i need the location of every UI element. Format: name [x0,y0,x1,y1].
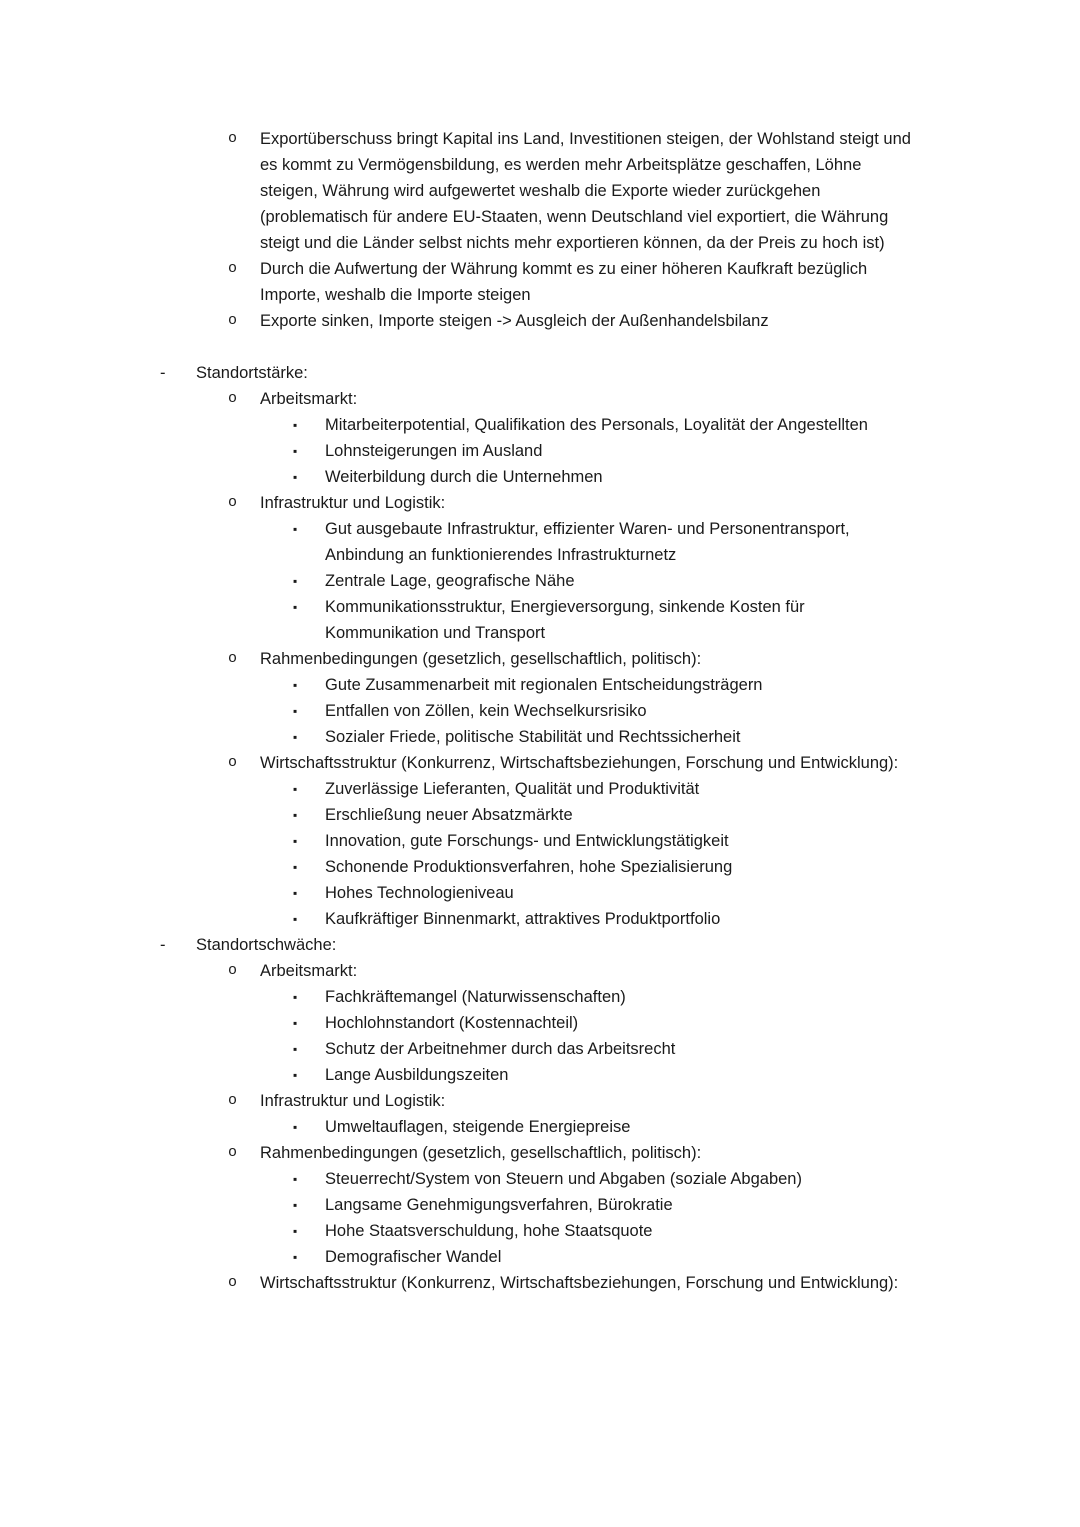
list-item [0,1244,922,1270]
square-bullet-icon: ▪ [293,470,298,484]
list-item [0,1114,922,1140]
list-item-text: Standortschwäche: [196,936,337,954]
list-item [0,594,922,646]
square-bullet-icon: ▪ [293,860,298,874]
list-item-text: Weiterbildung durch die Unternehmen [325,468,603,486]
square-bullet-icon: ▪ [293,1224,298,1238]
dash-bullet-icon: - [160,364,166,382]
list-item [0,724,922,750]
square-bullet-icon: ▪ [293,912,298,926]
circle-bullet-icon: o [228,312,238,329]
square-bullet-icon: ▪ [293,730,298,744]
list-item [0,438,922,464]
circle-bullet-icon: o [228,1144,238,1161]
list-item-text: Kaufkräftiger Binnenmarkt, attraktives Produktportfolio [325,910,721,928]
square-bullet-icon: ▪ [293,834,298,848]
list-item [0,750,922,776]
list-item-text: Durch die Aufwertung der Währung kommt es zu einer höheren Kaufkraft bezüglich Importe, weshalb die Importe steigen [260,260,868,304]
list-item [0,516,922,568]
list-item-text: Mitarbeiterpotential, Qualifikation des Personals, Loyalität der Angestellten [325,416,868,434]
square-bullet-icon: ▪ [293,1016,298,1030]
circle-bullet-icon: o [228,494,238,511]
list-item-text: Umweltauflagen, steigende Energiepreise [325,1118,631,1136]
square-bullet-icon: ▪ [293,1068,298,1082]
list-item-text: Gut ausgebaute Infrastruktur, effizienter Waren- und Personentransport, Anbindung an funktionierendes Infrastrukturnetz [325,520,850,564]
list-item-text: Wirtschaftsstruktur (Konkurrenz, Wirtschaftsbeziehungen, Forschung und Entwicklung): [260,754,899,772]
list-item-text: Hohes Technologieniveau [325,884,514,902]
square-bullet-icon: ▪ [293,1120,298,1134]
circle-bullet-icon: o [228,962,238,979]
list-item [0,1062,922,1088]
list-item [0,698,922,724]
square-bullet-icon: ▪ [293,1250,298,1264]
list-item-text: Schonende Produktionsverfahren, hohe Spezialisierung [325,858,733,876]
circle-bullet-icon: o [228,650,238,667]
square-bullet-icon: ▪ [293,990,298,1004]
square-bullet-icon: ▪ [293,886,298,900]
list-item [0,1166,922,1192]
list-item-text: Erschließung neuer Absatzmärkte [325,806,573,824]
square-bullet-icon: ▪ [293,574,298,588]
square-bullet-icon: ▪ [293,522,298,536]
list-item-text: Rahmenbedingungen (gesetzlich, gesellschaftlich, politisch): [260,1144,702,1162]
list-item-text: Lohnsteigerungen im Ausland [325,442,543,460]
square-bullet-icon: ▪ [293,678,298,692]
square-bullet-icon: ▪ [293,1172,298,1186]
list-item-text: Entfallen von Zöllen, kein Wechselkursrisiko [325,702,647,720]
list-item [0,308,922,334]
square-bullet-icon: ▪ [293,808,298,822]
list-item-text: Arbeitsmarkt: [260,962,358,980]
circle-bullet-icon: o [228,1274,238,1291]
list-item-text: Zuverlässige Lieferanten, Qualität und Produktivität [325,780,700,798]
list-item [0,412,922,438]
list-item [0,1218,922,1244]
list-item [0,464,922,490]
list-item-text: Hochlohnstandort (Kostennachteil) [325,1014,579,1032]
list-item [0,1088,922,1114]
list-item [0,828,922,854]
list-item [0,1036,922,1062]
list-item-text: Schutz der Arbeitnehmer durch das Arbeitsrecht [325,1040,676,1058]
square-bullet-icon: ▪ [293,1198,298,1212]
list-item [0,932,922,958]
list-item [0,1270,922,1296]
list-item-text: Hohe Staatsverschuldung, hohe Staatsquote [325,1222,653,1240]
list-item [0,568,922,594]
list-item-text: Infrastruktur und Logistik: [260,1092,446,1110]
list-item [0,776,922,802]
square-bullet-icon: ▪ [293,1042,298,1056]
list-item [0,802,922,828]
list-item [0,490,922,516]
list-item-text: Exporte sinken, Importe steigen -> Ausgleich der Außenhandelsbilanz [260,312,769,330]
square-bullet-icon: ▪ [293,418,298,432]
square-bullet-icon: ▪ [293,600,298,614]
list-item [0,1192,922,1218]
list-item-text: Gute Zusammenarbeit mit regionalen Entscheidungsträgern [325,676,763,694]
list-item-text: Fachkräftemangel (Naturwissenschaften) [325,988,626,1006]
list-item-text: Lange Ausbildungszeiten [325,1066,509,1084]
list-item-text: Innovation, gute Forschungs- und Entwicklungstätigkeit [325,832,729,850]
list-item [0,386,922,412]
list-item-text: Arbeitsmarkt: [260,390,358,408]
list-item [0,360,922,386]
blank-line [0,334,922,360]
list-item-text: Exportüberschuss bringt Kapital ins Land, Investitionen steigen, der Wohlstand steigt und es kommt zu Vermögensbildung, es werden mehr Arbeitsplätze geschaffen, Löhne steigen, Währung wird aufgewertet weshalb die Exporte wieder zurückgehen (problematisch für andere EU-Staaten, wenn Deutschland viel exportiert, die Währung steigt und die Länder selbst nichts mehr exportieren können, da der Preis zu hoch ist) [260,130,911,252]
list-item-text: Zentrale Lage, geografische Nähe [325,572,575,590]
list-item [0,126,922,256]
circle-bullet-icon: o [228,1092,238,1109]
circle-bullet-icon: o [228,390,238,407]
list-item [0,906,922,932]
list-item [0,1140,922,1166]
list-item-text: Demografischer Wandel [325,1248,502,1266]
list-item [0,1010,922,1036]
square-bullet-icon: ▪ [293,704,298,718]
list-item-text: Infrastruktur und Logistik: [260,494,446,512]
list-item-text: Steuerrecht/System von Steuern und Abgaben (soziale Abgaben) [325,1170,802,1188]
list-item [0,984,922,1010]
list-item-text: Langsame Genehmigungsverfahren, Bürokratie [325,1196,673,1214]
circle-bullet-icon: o [228,260,238,277]
list-item [0,256,922,308]
dash-bullet-icon: - [160,936,166,954]
list-item-text: Kommunikationsstruktur, Energieversorgung, sinkende Kosten für Kommunikation und Transport [325,598,805,642]
bullet-list [0,126,922,1296]
list-item-text: Wirtschaftsstruktur (Konkurrenz, Wirtschaftsbeziehungen, Forschung und Entwicklung): [260,1274,899,1292]
square-bullet-icon: ▪ [293,444,298,458]
square-bullet-icon: ▪ [293,782,298,796]
list-item [0,672,922,698]
list-item-text: Sozialer Friede, politische Stabilität und Rechtssicherheit [325,728,741,746]
circle-bullet-icon: o [228,130,238,147]
list-item [0,646,922,672]
list-item [0,958,922,984]
list-item-text: Standortstärke: [196,364,308,382]
circle-bullet-icon: o [228,754,238,771]
list-item [0,854,922,880]
list-item [0,880,922,906]
list-item-text: Rahmenbedingungen (gesetzlich, gesellschaftlich, politisch): [260,650,702,668]
